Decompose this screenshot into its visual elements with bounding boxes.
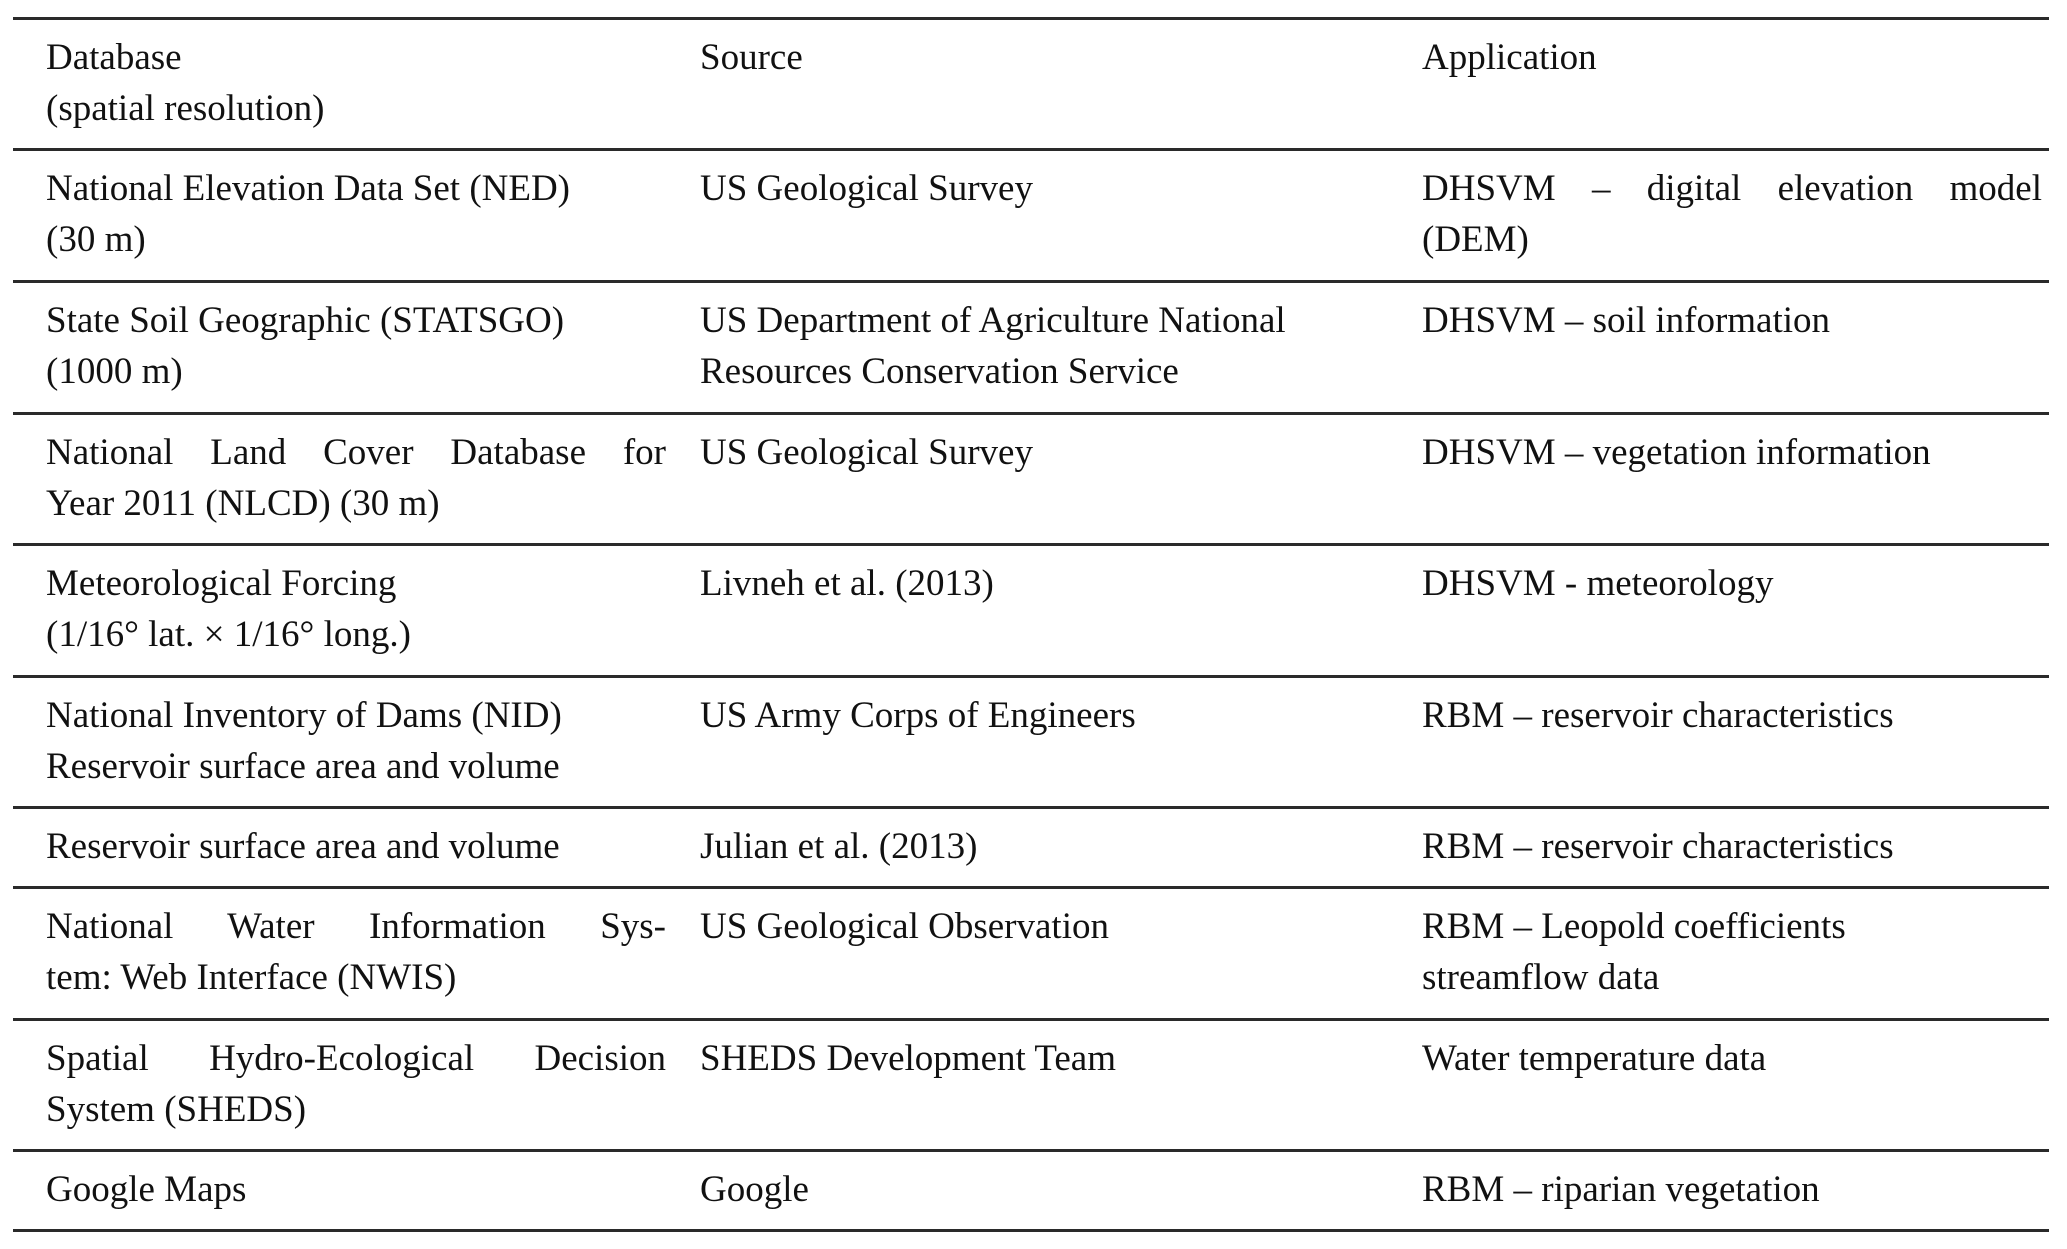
header-database: Database (spatial resolution) <box>46 37 325 129</box>
cell-database: Meteorological Forcing (1/16° lat. × 1/16° long.) <box>46 563 411 655</box>
table-row <box>13 151 2049 280</box>
cell-application: RBM – Leopold coefficients streamflow data <box>1422 906 1846 998</box>
table-row <box>13 1021 2049 1149</box>
cell-application: DHSVM – digital elevation model (DEM) <box>1422 168 2042 260</box>
table-header-row <box>13 20 2049 148</box>
cell-database: National Water Information Sys- tem: Web Interface (NWIS) <box>46 906 666 998</box>
cell-source: US Geological Survey <box>700 168 1033 209</box>
table-row <box>13 415 2049 543</box>
cell-source: SHEDS Development Team <box>700 1038 1116 1079</box>
cell-database: National Land Cover Database for Year 2011 (NLCD) (30 m) <box>46 432 666 524</box>
cell-source: US Geological Survey <box>700 432 1033 473</box>
cell-database: Google Maps <box>46 1169 247 1210</box>
bottom-rule <box>13 1229 2049 1232</box>
cell-source: Livneh et al. (2013) <box>700 563 994 604</box>
cell-source: Julian et al. (2013) <box>700 826 978 867</box>
cell-application: DHSVM - meteorology <box>1422 563 1774 604</box>
cell-source: US Army Corps of Engineers <box>700 695 1136 736</box>
cell-database: National Elevation Data Set (NED) (30 m) <box>46 168 570 260</box>
table-row <box>13 809 2049 886</box>
header-application: Application <box>1422 37 1597 78</box>
header-source: Source <box>700 37 803 78</box>
cell-database: National Inventory of Dams (NID) Reservoir surface area and volume <box>46 695 562 787</box>
data-sources-table <box>13 17 2049 1232</box>
table-row <box>13 546 2049 675</box>
cell-application: DHSVM – soil information <box>1422 300 1831 341</box>
cell-source: US Geological Observation <box>700 906 1109 947</box>
cell-database: State Soil Geographic (STATSGO) (1000 m) <box>46 300 565 392</box>
table-row <box>13 283 2049 412</box>
cell-source: US Department of Agriculture National Resources Conservation Service <box>700 300 1286 392</box>
table-row <box>13 889 2049 1018</box>
table-row <box>13 1152 2049 1229</box>
cell-application: Water temperature data <box>1422 1038 1767 1079</box>
cell-application: RBM – reservoir characteristics <box>1422 695 1894 736</box>
cell-application: DHSVM – vegetation information <box>1422 432 1931 473</box>
cell-application: RBM – riparian vegetation <box>1422 1169 1820 1210</box>
table-row <box>13 678 2049 806</box>
cell-database: Reservoir surface area and volume <box>46 826 560 867</box>
cell-source: Google <box>700 1169 809 1210</box>
cell-database: Spatial Hydro-Ecological Decision System (SHEDS) <box>46 1038 666 1130</box>
cell-application: RBM – reservoir characteristics <box>1422 826 1894 867</box>
